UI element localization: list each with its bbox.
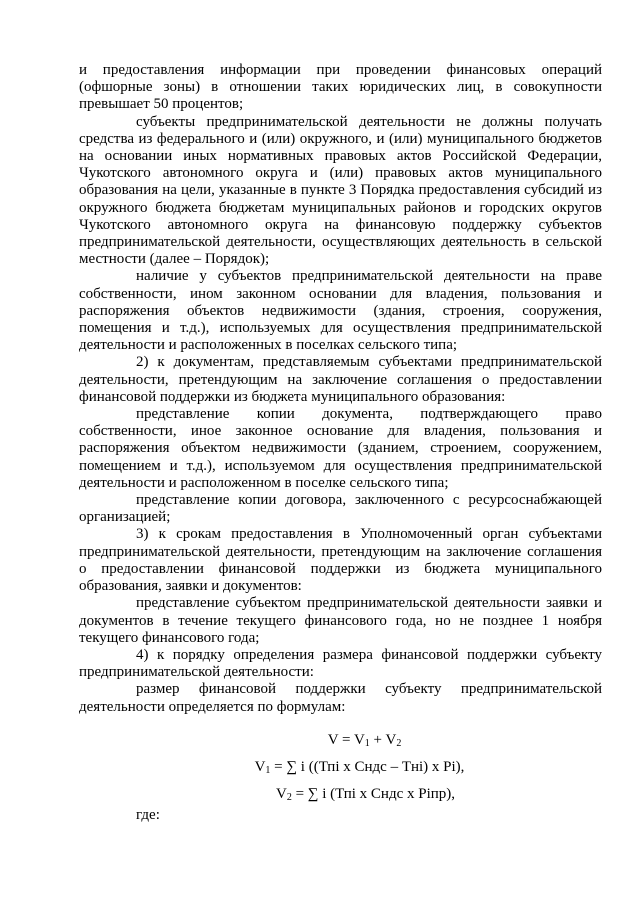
formula-v1: $V_1$ = ∑ i ((Тпi х Сндс – Тнi) х Рi),: [254, 759, 465, 776]
paragraph: представление копии документа, подтверждающего право собственности, иное законное основание для владения, пользования и распоряжения объектом недвижимости (зданием, строением, сооружением, помещением и т.д.), используемом для осуществления предпринимательской деятельности и расположенном в поселке сельского типа;: [79, 406, 602, 491]
paragraph: представление копии договора, заключенного с ресурсоснабжающей организацией;: [79, 492, 602, 526]
formula-total: $V = V_1 + V_2$: [327, 732, 402, 749]
paragraph: 3) к срокам предоставления в Уполномоченный орган субъектами предпринимательской деятельности, претендующим на заключение соглашения о предоставлении финансовой поддержки из бюджета муниципального образования, заявки и документов:: [79, 526, 602, 595]
formula-block: [79, 732, 602, 813]
paragraph: представление субъектом предпринимательской деятельности заявки и документов в течение текущего финансового года, но не позднее 1 ноября текущего финансового года;: [79, 595, 602, 646]
paragraph: размер финансовой поддержки субъекту предпринимательской деятельности определяется по формулам:: [79, 681, 602, 715]
paragraph: 4) к порядку определения размера финансовой поддержки субъекту предпринимательской деятельности:: [79, 646, 602, 681]
paragraph: наличие у субъектов предпринимательской деятельности на праве собственности, ином законном основании для владения, пользования и распоряжения объектов недвижимости (здания, строения, сооружения, помещения и т.д.), используемых для осуществления предпринимательской деятельности и расположенных в поселках сельского типа;: [79, 268, 602, 354]
paragraph: 2) к документам, представляемым субъектами предпринимательской деятельности, претендующим на заключение соглашения о предоставлении финансовой поддержки из бюджета муниципального образования:: [79, 354, 602, 405]
paragraph: и предоставления информации при проведении финансовых операций (офшорные зоны) в отношении таких юридических лиц, в совокупности превышает 50 процентов;: [79, 62, 602, 113]
formula-v2: $V_2$ = ∑ i (Тпi х Сндс х Рiпр),: [275, 786, 456, 803]
paragraph: субъекты предпринимательской деятельности не должны получать средства из федерального и (или) окружного, и (или) муниципального бюджетов на основании иных нормативных правовых актов Российской Федерации, Чукотского автономного округа и (или) правовых актов муниципального образования на цели, указанные в пункте 3 Порядка предоставления субсидий из окружного бюджета бюджетам муниципальных районов и городских округов Чукотского автономного округа на финансовую поддержку субъектов предпринимательской деятельности, осуществляющих деятельность в сельской местности (далее – Порядок);: [79, 113, 602, 268]
where-label: где:: [136, 807, 160, 823]
document-body: [79, 62, 602, 716]
